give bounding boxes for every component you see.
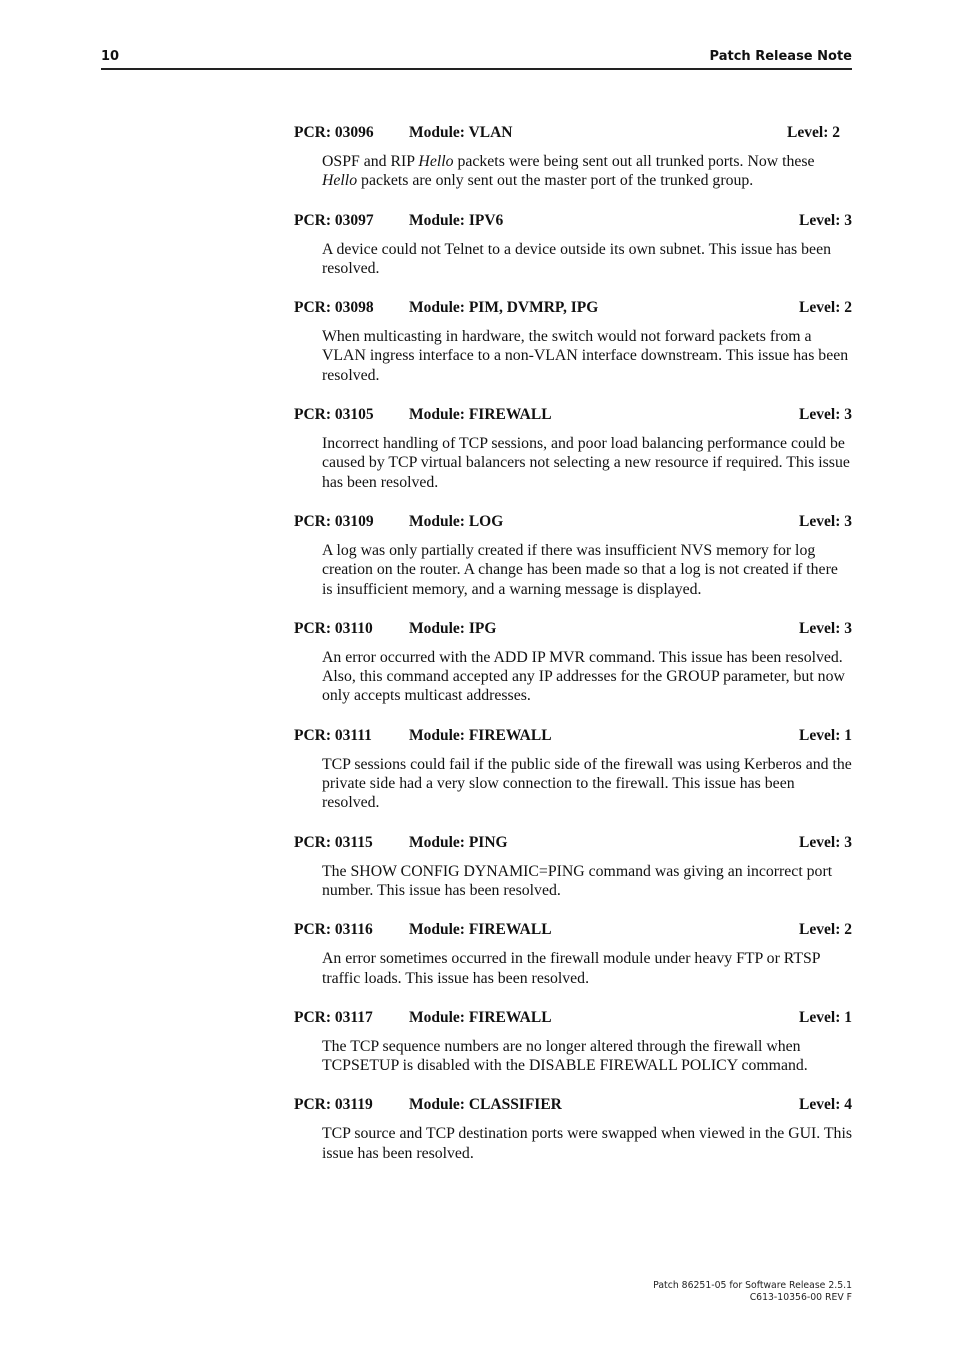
pcr-entry-header: [294, 1009, 852, 1029]
pcr-number: PCR: 03115: [294, 833, 373, 851]
pcr-entry-header: [294, 921, 852, 941]
pcr-entry: [294, 1096, 852, 1163]
page-header: [101, 48, 852, 70]
pcr-entry-header: [294, 727, 852, 747]
pcr-description: A device could not Telnet to a device outside its own subnet. This issue has been resolved.: [322, 240, 831, 277]
pcr-description: When multicasting in hardware, the switch would not forward packets from a VLAN ingress interface to a non-VLAN interface downstream. This issue has been resolved.: [322, 328, 849, 384]
pcr-entry: [294, 124, 852, 191]
pcr-module: Module: FIREWALL: [409, 921, 552, 939]
pcr-entry-header: [294, 406, 852, 426]
pcr-number: PCR: 03097: [294, 211, 374, 229]
footer-doc-code: C613-10356-00 REV F: [749, 1291, 852, 1303]
pcr-entry-header: [294, 124, 852, 144]
pcr-entry: [294, 727, 852, 813]
pcr-entry: [294, 299, 852, 385]
pcr-module: Module: FIREWALL: [409, 726, 552, 744]
pcr-module: Module: FIREWALL: [409, 1008, 552, 1026]
pcr-level: Level: 1: [799, 726, 852, 744]
pcr-level: Level: 4: [799, 1096, 852, 1114]
pcr-level: Level: 2: [799, 299, 852, 317]
pcr-level: Level: 3: [799, 833, 852, 851]
pcr-number: PCR: 03111: [294, 726, 372, 744]
pcr-description: TCP sessions could fail if the public side of the firewall was using Kerberos and the private side had a very slow connection to the firewall. This issue has been resolved.: [322, 755, 852, 812]
pcr-level: Level: 1: [799, 1008, 852, 1026]
pcr-module: Module: IPV6: [409, 211, 504, 229]
pcr-level: Level: 3: [799, 406, 852, 424]
pcr-entry-header: [294, 299, 852, 319]
page-footer: [653, 1280, 852, 1303]
pcr-module: Module: FIREWALL: [409, 406, 552, 424]
pcr-number: PCR: 03105: [294, 406, 374, 424]
pcr-description: An error sometimes occurred in the firewall module under heavy FTP or RTSP traffic loads. This issue has been resolved.: [322, 950, 820, 987]
pcr-level: Level: 2: [799, 921, 852, 939]
pcr-entry: [294, 1009, 852, 1076]
pcr-entry-header: [294, 212, 852, 232]
pcr-entry-header: [294, 1096, 852, 1116]
pcr-entry-header: [294, 620, 852, 640]
pcr-number: PCR: 03096: [294, 124, 374, 141]
pcr-entry: [294, 513, 852, 599]
pcr-description: An error occurred with the ADD IP MVR command. This issue has been resolved. Also, this command accepted any IP addresses for the GROUP parameter, but now only accepts multicast addresses.: [322, 648, 845, 705]
pcr-level: Level: 3: [799, 512, 852, 530]
pcr-number: PCR: 03110: [294, 619, 373, 637]
pcr-entry: [294, 212, 852, 279]
pcr-number: PCR: 03098: [294, 299, 374, 317]
pcr-module: Module: LOG: [409, 512, 504, 530]
pcr-level: Level: 3: [799, 211, 852, 229]
pcr-number: PCR: 03116: [294, 921, 373, 939]
pcr-number: PCR: 03109: [294, 512, 374, 530]
pcr-module: Module: PIM, DVMRP, IPG: [409, 299, 599, 317]
pcr-entry: [294, 620, 852, 706]
document-title: Patch Release Note: [709, 49, 852, 64]
pcr-number: PCR: 03119: [294, 1096, 373, 1114]
pcr-description: The TCP sequence numbers are no longer altered through the firewall when TCPSETUP is disabled with the DISABLE FIREWALL POLICY command.: [322, 1037, 808, 1075]
page-number: 10: [101, 49, 120, 64]
pcr-module: Module: PING: [409, 833, 508, 851]
pcr-entry: [294, 406, 852, 492]
pcr-level: Level: 2: [787, 124, 840, 141]
pcr-number: PCR: 03117: [294, 1008, 373, 1026]
pcr-description: OSPF and RIP Hello packets were being sent out all trunked ports. Now these Hello packets are only sent out the master port of the trunked group.: [322, 153, 815, 190]
pcr-module: Module: VLAN: [409, 124, 513, 141]
footer-release-line: Patch 86251-05 for Software Release 2.5.1: [653, 1280, 852, 1291]
pcr-entry-header: [294, 834, 852, 854]
pcr-list: [294, 124, 852, 1184]
pcr-entry: [294, 921, 852, 988]
pcr-description: Incorrect handling of TCP sessions, and poor load balancing performance could be caused by TCP virtual balancers not selecting a new resource if required. This issue has been resolved.: [322, 435, 850, 491]
pcr-description: A log was only partially created if there was insufficient NVS memory for log creation on the router. A change has been made so that a log is not created if there is insufficient memory, and a warning message is displayed.: [322, 541, 838, 598]
pcr-description: The SHOW CONFIG DYNAMIC=PING command was giving an incorrect port number. This issue has been resolved.: [322, 862, 833, 899]
pcr-description: TCP source and TCP destination ports were swapped when viewed in the GUI. This issue has been resolved.: [322, 1125, 852, 1162]
pcr-entry: [294, 834, 852, 901]
pcr-module: Module: CLASSIFIER: [409, 1096, 562, 1114]
pcr-entry-header: [294, 513, 852, 533]
pcr-level: Level: 3: [799, 619, 852, 637]
pcr-module: Module: IPG: [409, 619, 497, 637]
